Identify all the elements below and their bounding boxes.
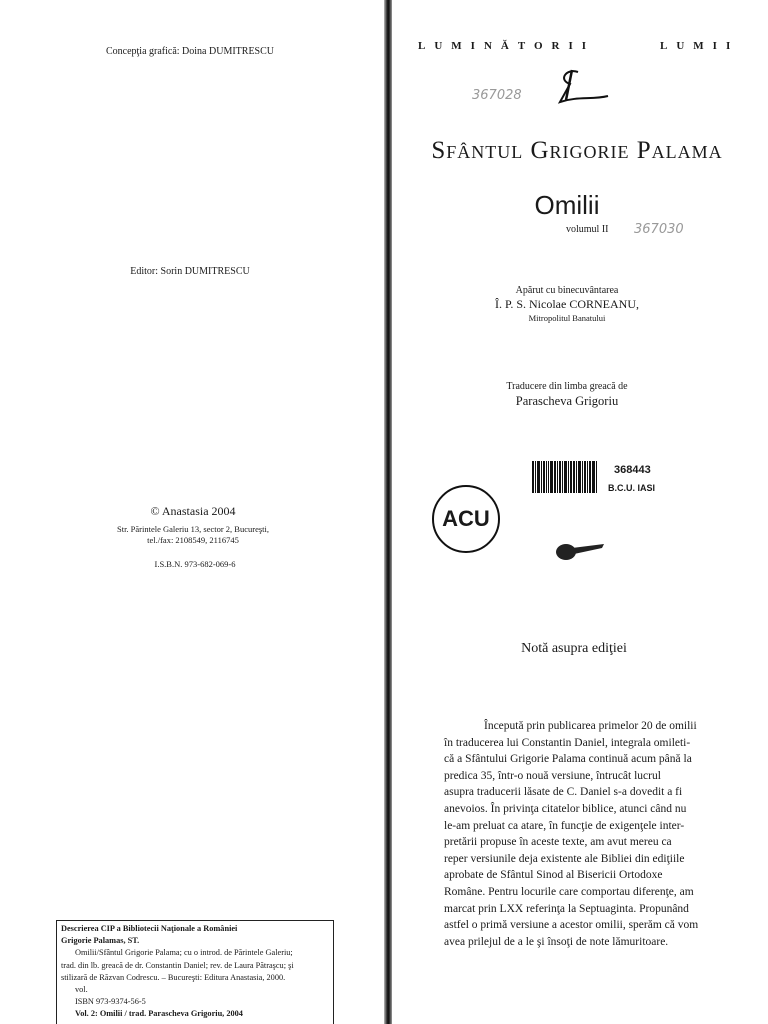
- design-credit: Concepţia grafică: Doina DUMITRESCU: [105, 46, 275, 57]
- cip-vol2: Vol. 2: Omilii / trad. Parascheva Grigoriu, 2004: [75, 1009, 243, 1019]
- note-line: astfel o primă versiune a acestor omilii, sperăm că vom: [444, 919, 699, 932]
- note-line: avea prilejul de a le şi însoţi de note lămuritoare.: [444, 935, 669, 948]
- series-right: LUMII: [660, 40, 740, 52]
- address-line1: Str. Părintele Galeriu 13, sector 2, Bucureşti,: [116, 524, 270, 534]
- note-line: marcat prin LXX referinţa la Septuaginta. Propunând: [444, 902, 689, 915]
- library-label: B.C.U. IASI: [608, 483, 656, 493]
- cip-line2: trad. din lb. greacă de dr. Constantin Daniel; rev. de Laura Pătraşcu; şi: [61, 960, 294, 970]
- cip-author: Grigorie Palamas, ST.: [61, 936, 140, 946]
- note-line: Române. Pentru locurile care comportau diferenţe, am: [444, 885, 694, 898]
- cip-title: Descrierea CIP a Bibliotecii Naţionale a României: [61, 924, 238, 933]
- blessing-line3: Mitropolitul Banatului: [528, 313, 606, 323]
- handwritten-number2: 367030: [634, 222, 684, 237]
- note-body: [444, 718, 736, 950]
- page-bottom-left: [0, 578, 386, 1024]
- note-line: aprobate de Sfântul Sinod al Bisericii Ortodoxe: [444, 869, 663, 882]
- note-line: predica 35, într-o nouă versiune, întrucât lucrul: [444, 769, 661, 782]
- note-line: Începută prin publicarea primelor 20 de omilii: [484, 720, 697, 732]
- printer-mark-icon: [552, 536, 608, 566]
- page-top-left: [0, 0, 386, 578]
- series-logo-icon: [548, 66, 618, 106]
- blessing-line1: Apărut cu binecuvântarea: [515, 285, 619, 296]
- barcode-number: 368443: [614, 464, 651, 476]
- blessing-line2: Î. P. S. Nicolae CORNEANU,: [495, 297, 639, 311]
- note-line: reper versiunile deja existente ale Bibliei din ediţiile: [444, 852, 685, 865]
- volume: volumul II: [566, 224, 609, 235]
- translator: Parascheva Grigoriu: [515, 394, 619, 408]
- copyright: © Anastasia 2004: [150, 504, 236, 518]
- address-line2: tel./fax: 2108549, 2116745: [147, 535, 239, 545]
- series-left: LUMINĂTORII: [418, 40, 596, 52]
- note-line: pretării propuse în aceste texte, am avut mereu ca: [444, 836, 672, 849]
- note-line: asupra traducerii lăsate de C. Daniel s-a dovedit a fi: [444, 786, 683, 799]
- author: Sfântul Grigorie Palama: [431, 137, 723, 164]
- note-line: le-am preluat ca atare, în funcţie de exigenţele inter-: [444, 819, 685, 832]
- note-line: că a Sfântului Grigorie Palama continuă acum până la: [444, 753, 692, 766]
- cip-box: [56, 920, 334, 1024]
- note-title: Notă asupra ediţiei: [521, 641, 627, 656]
- library-stamp: [432, 485, 500, 553]
- cip-line1: Omilii/Sfântul Grigorie Palama; cu o introd. de Părintele Galeriu;: [75, 948, 293, 958]
- editor-credit: Editor: Sorin DUMITRESCU: [130, 266, 250, 277]
- barcode-icon: [532, 461, 598, 493]
- isbn: I.S.B.N. 973-682-069-6: [154, 559, 236, 569]
- book-title: Omilii: [534, 190, 600, 220]
- note-line: anevoios. În privinţa citatelor biblice, atunci când nu: [444, 802, 687, 815]
- translation-line: Traducere din limba greacă de: [506, 381, 628, 392]
- page-top-right: [386, 0, 768, 578]
- note-line: în traducerea lui Constantin Daniel, integrala omileti-: [444, 736, 691, 749]
- cip-isbn: ISBN 973-9374-56-5: [75, 997, 146, 1007]
- spine-shadow-bottom: [384, 578, 392, 1024]
- spine-shadow-top: [384, 0, 392, 578]
- cip-vol: vol.: [75, 985, 88, 995]
- cip-line3: stilizară de Răzvan Codrescu. – Bucureşti: Editura Anastasia, 2000.: [61, 972, 286, 982]
- handwritten-number1: 367028: [472, 88, 522, 103]
- page-bottom-right: [386, 578, 768, 1024]
- stamp-text: ACU: [442, 506, 490, 531]
